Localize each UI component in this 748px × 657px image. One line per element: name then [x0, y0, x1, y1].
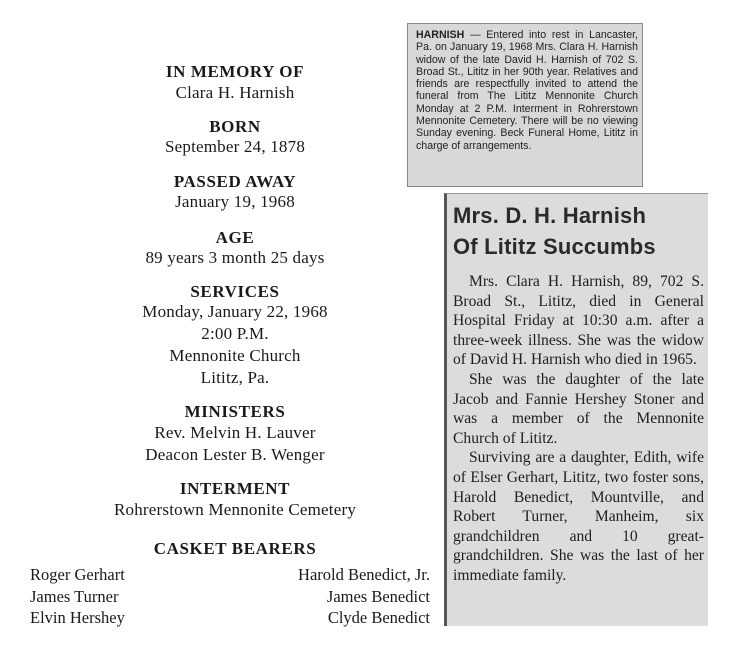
interment-heading: INTERMENT [179, 479, 291, 498]
passed-away-date: January 19, 1968 [175, 192, 295, 211]
bearers-left-column [30, 564, 125, 629]
bearers-right-column [298, 564, 430, 629]
notice-text: — Entered into rest in Lancaster, Pa. on January 19, 1968 Mrs. Clara H. Harnish widow of the late David H. Harnish of 702 S. Broad St., Lititz in her 90th year. Relatives and friends are respectfully invited to attend the funeral from The Lititz Mennonite Church Monday at 2 P.M. Interment in Rohrerstown Mennonite Cemetery. There will be no viewing Sunday evening. Beck Funeral Home, Lititz in charge of arrangements. [416, 29, 638, 152]
age-heading: AGE [215, 228, 255, 247]
casket-bearers-list [30, 564, 430, 634]
bearer-name: Harold Benedict, Jr. [298, 565, 430, 584]
services-heading: SERVICES [190, 282, 280, 301]
obituary-article-clipping [444, 193, 708, 626]
born-heading: BORN [209, 117, 261, 136]
interment-place: Rohrerstown Mennonite Cemetery [113, 500, 357, 519]
notice-lead: HARNISH [416, 29, 465, 41]
services-date: Monday, January 22, 1968 [142, 302, 328, 321]
services-place: Mennonite Church [169, 346, 301, 365]
bearer-name: Roger Gerhart [30, 565, 125, 584]
article-headline [453, 200, 704, 262]
age-value: 89 years 3 month 25 days [145, 248, 325, 267]
headline-line: Of Lititz Succumbs [453, 234, 656, 259]
born-date: September 24, 1878 [164, 137, 306, 156]
minister-item: Rev. Melvin H. Lauver [154, 423, 316, 442]
minister-item: Deacon Lester B. Wenger [145, 445, 325, 464]
ministers-heading: MINISTERS [184, 402, 286, 421]
services-time: 2:00 P.M. [201, 324, 269, 343]
in-memory-heading: IN MEMORY OF [165, 62, 305, 81]
services-town: Lititz, Pa. [200, 368, 270, 387]
article-paragraph: Surviving are a daughter, Edith, wife of Elser Gerhart, Lititz, two foster sons, Harold Benedict, Mountville, and Robert Turner, Manheim, six grandchildren and 10 great-grandchildren. She was the last of her immediate family. [453, 449, 704, 584]
bearer-name: Clyde Benedict [327, 608, 430, 627]
bearer-name: James Benedict [326, 586, 430, 606]
bearer-name: James Turner [30, 586, 119, 606]
passed-away-heading: PASSED AWAY [173, 172, 297, 191]
article-paragraph: Mrs. Clara H. Harnish, 89, 702 S. Broad St., Lititz, died in General Hospital Friday at 10:30 a.m. after a three-week illness. She was the widow of David H. Harnish who died in 1965. [453, 273, 704, 369]
casket-bearers-heading: CASKET BEARERS [153, 539, 317, 558]
headline-line: Mrs. D. H. Harnish [453, 203, 647, 228]
deceased-name: Clara H. Harnish [175, 83, 295, 102]
article-paragraph: She was the daughter of the late Jacob and Fannie Hershey Stoner and was a member of the Mennonite Church of Lititz. [453, 370, 704, 447]
death-notice-clipping [407, 23, 643, 187]
article-body [453, 272, 704, 586]
bearer-name: Elvin Hershey [30, 608, 125, 627]
